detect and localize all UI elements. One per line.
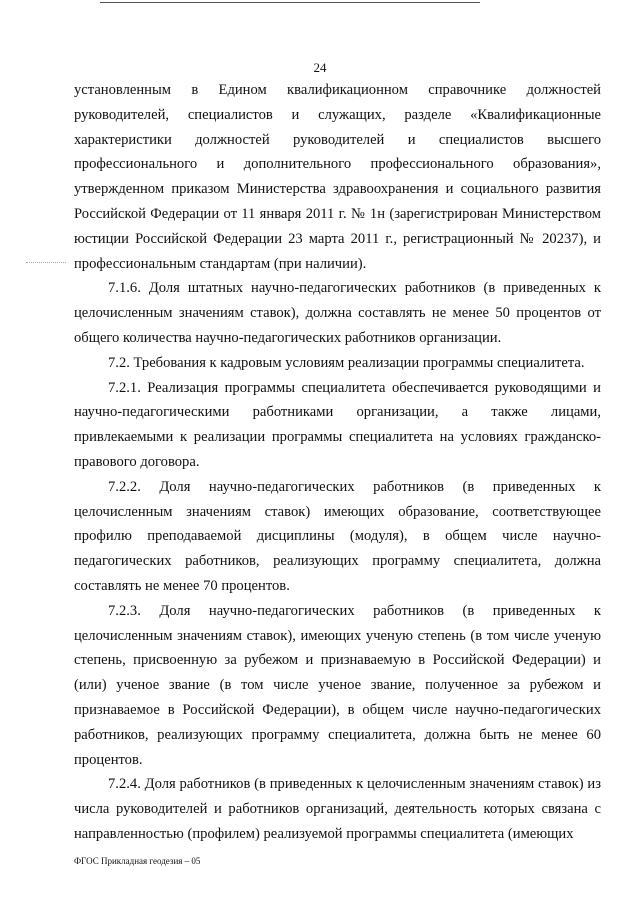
page-number: 24 — [313, 60, 327, 75]
paragraph-7-2-1: 7.2.1. Реализация программы специалитета обеспечивается руководящими и научно-педагогическими работниками организации, а также лицами, привлекаемыми к реализации программы специалитета на условиях гражданско-правового договора. — [74, 379, 601, 470]
document-body — [74, 78, 601, 847]
margin-mark — [26, 262, 66, 263]
paragraph-7-2-2: 7.2.2. Доля научно-педагогических работников (в приведенных к целочисленным значениям ставок) имеющих образование, соответствующее профилю преподаваемой дисциплины (модуля), в общем числе научно-педагогических работников, реализующих программу специалитета, должна составлять не менее 70 процентов. — [74, 478, 601, 594]
paragraph-continuation: установленным в Едином квалификационном справочнике должностей руководителей, специалистов и служащих, разделе «Квалификационные характеристики должностей руководителей и специалистов высшего профессионального и дополнительного профессионального образования», утвержденном приказом Министерства здравоохранения и социального развития Российской Федерации от 11 января 2011 г. № 1н (зарегистрирован Министерством юстиции Российской Федерации 23 марта 2011 г., регистрационный № 20237), и профессиональным стандартам (при наличии). — [74, 82, 601, 272]
paragraph-7-2: 7.2. Требования к кадровым условиям реализации программы специалитета. — [108, 354, 585, 371]
top-rule — [100, 2, 480, 3]
paragraph-7-1-6: 7.1.6. Доля штатных научно-педагогических работников (в приведенных к целочисленным значениям ставок), должна составлять не менее 50 процентов от общего количества научно-педагогических работников организации. — [74, 280, 601, 346]
paragraph-7-2-4: 7.2.4. Доля работников (в приведенных к целочисленным значениям ставок) из числа руководителей и работников организаций, деятельность которых связана с направленностью (профилем) реализуемой программы специалитета (имеющих — [74, 776, 601, 842]
footer-text: ФГОС Прикладная геодезия – 05 — [74, 856, 201, 866]
paragraph-7-2-3: 7.2.3. Доля научно-педагогических работников (в приведенных к целочисленным значениям ставок), имеющих ученую степень (в том числе ученую степень, присвоенную за рубежом и признаваемую в Российской Федерации) и (или) ученое звание (в том числе ученое звание, полученное за рубежом и признаваемое в Российской Федерации), в общем числе научно-педагогических работников, реализующих программу специалитета, должна быть не менее 60 процентов. — [74, 602, 601, 768]
